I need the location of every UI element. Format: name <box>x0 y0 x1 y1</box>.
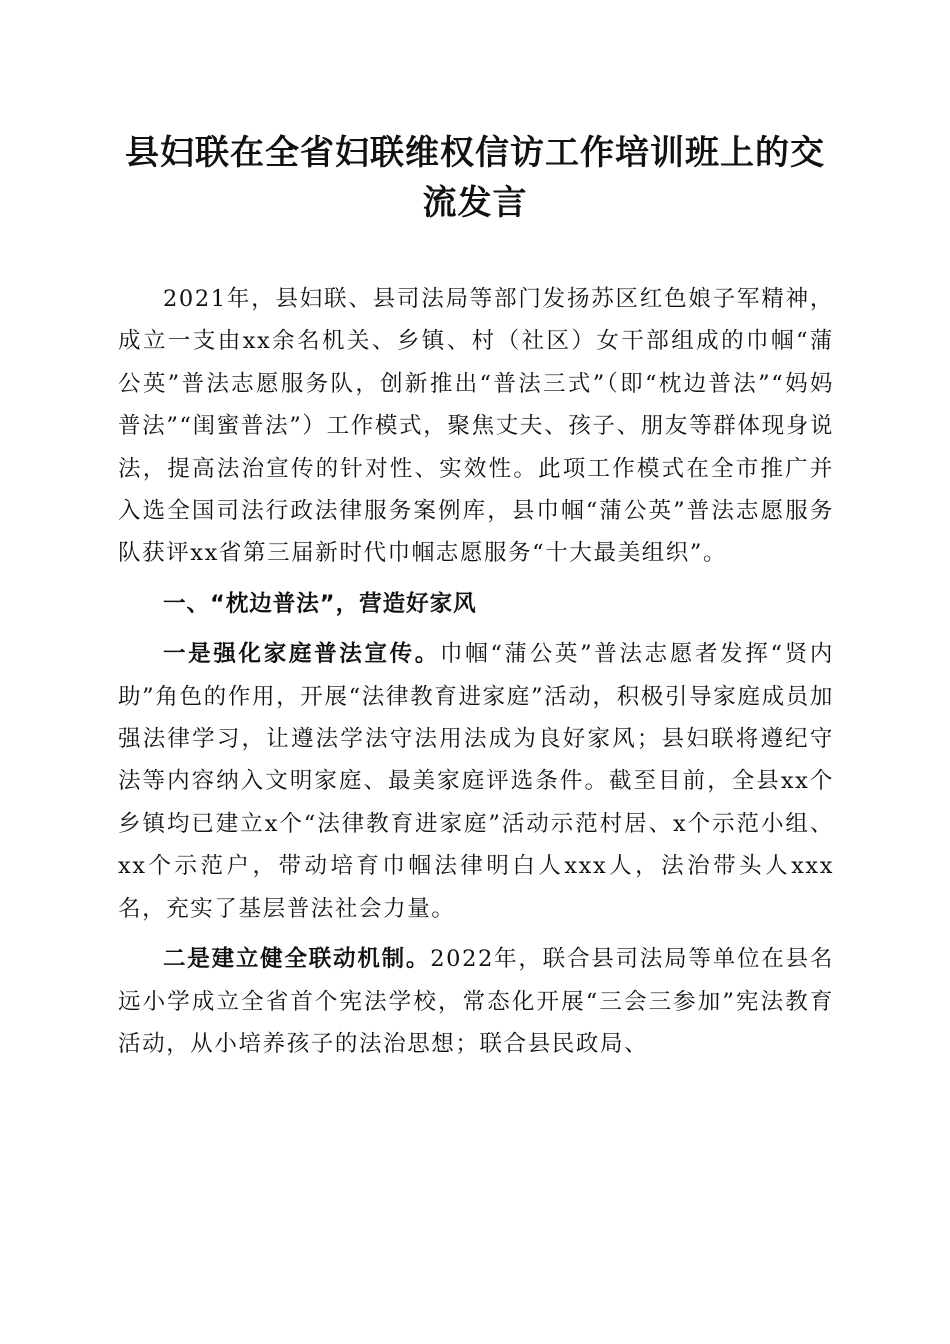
intro-paragraph: 2021年，县妇联、县司法局等部门发扬苏区红色娘子军精神，成立一支由xx余名机关、乡镇、村（社区）女干部组成的巾帼“蒲公英”普法志愿服务队，创新推出“普法三式”（即“枕边普法”“妈妈普法”“闺蜜普法”）工作模式，聚焦丈夫、孩子、朋友等群体现身说法，提高法治宣传的针对性、实效性。此项工作模式在全市推广并入选全国司法行政法律服务案例库，县巾帼“蒲公英”普法志愿服务队获评xx省第三届新时代巾帼志愿服务“十大最美组织”。 <box>118 286 834 567</box>
section-heading-1: 一、“枕边普法”，营造好家风 <box>163 590 477 617</box>
title-line-1: 县妇联在全省妇联维权信访工作培训班上的交 <box>125 133 825 173</box>
paragraph-2-lead: 二是建立健全联动机制。 <box>163 946 431 973</box>
spacer <box>118 575 834 583</box>
document-title <box>100 128 850 228</box>
paragraph-1 <box>118 633 834 930</box>
document-body <box>118 278 834 1065</box>
paragraph-2 <box>118 938 834 1065</box>
spacer <box>118 930 834 938</box>
spacer <box>118 625 834 633</box>
paragraph-2-text: 2022年，联合县司法局等单位在县名远小学成立全省首个宪法学校，常态化开展“三会三参加”宪法教育活动，从小培养孩子的法治思想；联合县民政局、 <box>118 946 834 1057</box>
paragraph-1-lead: 一是强化家庭普法宣传。 <box>163 641 440 668</box>
paragraph-1-text: 巾帼“蒲公英”普法志愿者发挥“贤内助”角色的作用，开展“法律教育进家庭”活动，积极引导家庭成员加强法律学习，让遵法学法守法用法成为良好家风；县妇联将遵纪守法等内容纳入文明家庭、最美家庭评选条件。截至目前，全县xx个乡镇均已建立x个“法律教育进家庭”活动示范村居、x个示范小组、xx个示范户，带动培育巾帼法律明白人xxx人，法治带头人xxx名，充实了基层普法社会力量。 <box>118 641 834 922</box>
title-line-2: 流发言 <box>422 183 528 223</box>
